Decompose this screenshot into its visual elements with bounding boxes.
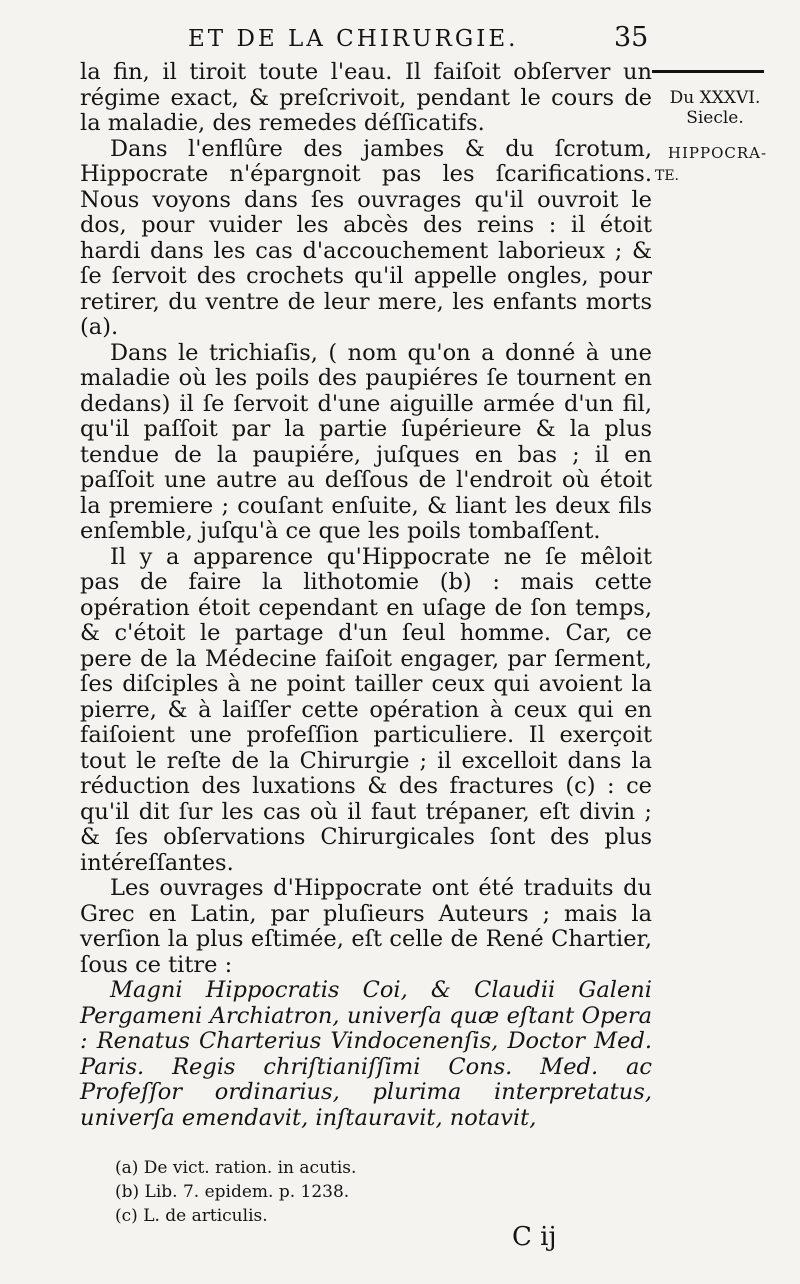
paragraph-3: Dans le trichiaſis, ( nom qu'on a donné à une maladie où les poils des paupiéres ſe tournent en dedans) il ſe ſervoit d'une aiguille armée d'un fil, qu'il paſſoit par la partie ſupérieure & la plus tendue de la paupiére, juſques en bas ; il en paſſoit une autre au deſſous de l'endroit où étoit la premiere ; couſant enſuite, & liant les deux fils enſemble, juſqu'à ce que les poils tombaſſent. [80,339,652,544]
page-number: 35 [614,22,649,53]
paragraph-6-latin-title: Magni Hippocratis Coi, & Claudii Galeni Pergameni Archiatron, univerſa quæ eſtant Opera : Renatus Charterius Vindocenenſis, Doctor Med. Paris. Regis chriſtianiſſimi Cons. Med. ac Profeſſor ordinarius, plurima interpretatus, univerſa emendavit, inſtauravit, notavit, [80,977,652,1131]
footnote-c: (c) L. de articulis. [115,1206,268,1226]
signature-mark: C ij [512,1222,557,1252]
footnotes [115,1156,535,1228]
running-title: ET DE LA CHIRURGIE. [188,26,519,52]
footnote-a: (a) De vict. ration. in acutis. [115,1158,357,1178]
paragraph-4: Il y a apparence qu'Hippocrate ne ſe mêloit pas de faire la lithotomie (b) : mais cette opération étoit cependant en uſage de ſon temps, & c'étoit le partage d'un ſeul homme. Car, ce pere de la Médecine faiſoit engager, par ſerment, ſes diſciples à ne point tailler ceux qui avoient la pierre, & à laiſſer cette opération à ceux qui en faiſoient une profeſſion particuliere. Il exerçoit tout le reſte de la Chirurgie ; il excelloit dans la réduction des luxations & des fractures (c) : ce qu'il dit ſur les cas où il faut trépaner, eſt divin ; & ſes obſervations Chirurgicales ſont des plus intéreſſantes. [80,543,652,876]
margin-note-century: Du XXXVI. [669,88,761,108]
margin-rule [652,70,764,73]
footnote-b: (b) Lib. 7. epidem. p. 1238. [115,1182,350,1202]
main-text [80,60,652,1131]
paragraph-5: Les ouvrages d'Hippocrate ont été traduits du Grec en Latin, par pluſieurs Auteurs ; mais la verſion la plus eſtimée, eſt celle de René Chartier, ſous ce titre : [80,875,652,978]
paragraph-2: Dans l'enflûre des jambes & du ſcrotum, Hippocrate n'épargnoit pas les ſcarifications. Nous voyons dans ſes ouvrages qu'il ouvroit le dos, pour vuider les abcès des reins : il étoit hardi dans les cas d'accouchement laborieux ; & ſe ſervoit des crochets qu'il appelle ongles, pour retirer, du ventre de leur mere, les enfants morts (a). [80,135,652,340]
margin-note-name-2: TE. [654,168,679,184]
paragraph-1: la fin, il tiroit toute l'eau. Il faiſoit obſerver un régime exact, & preſcrivoit, pendant le cours de la maladie, des remedes déſſicatifs. [80,59,652,136]
margin-note-name-1: HIPPOCRA- [667,144,768,162]
margin-note-century-2: Siecle. [686,108,744,128]
